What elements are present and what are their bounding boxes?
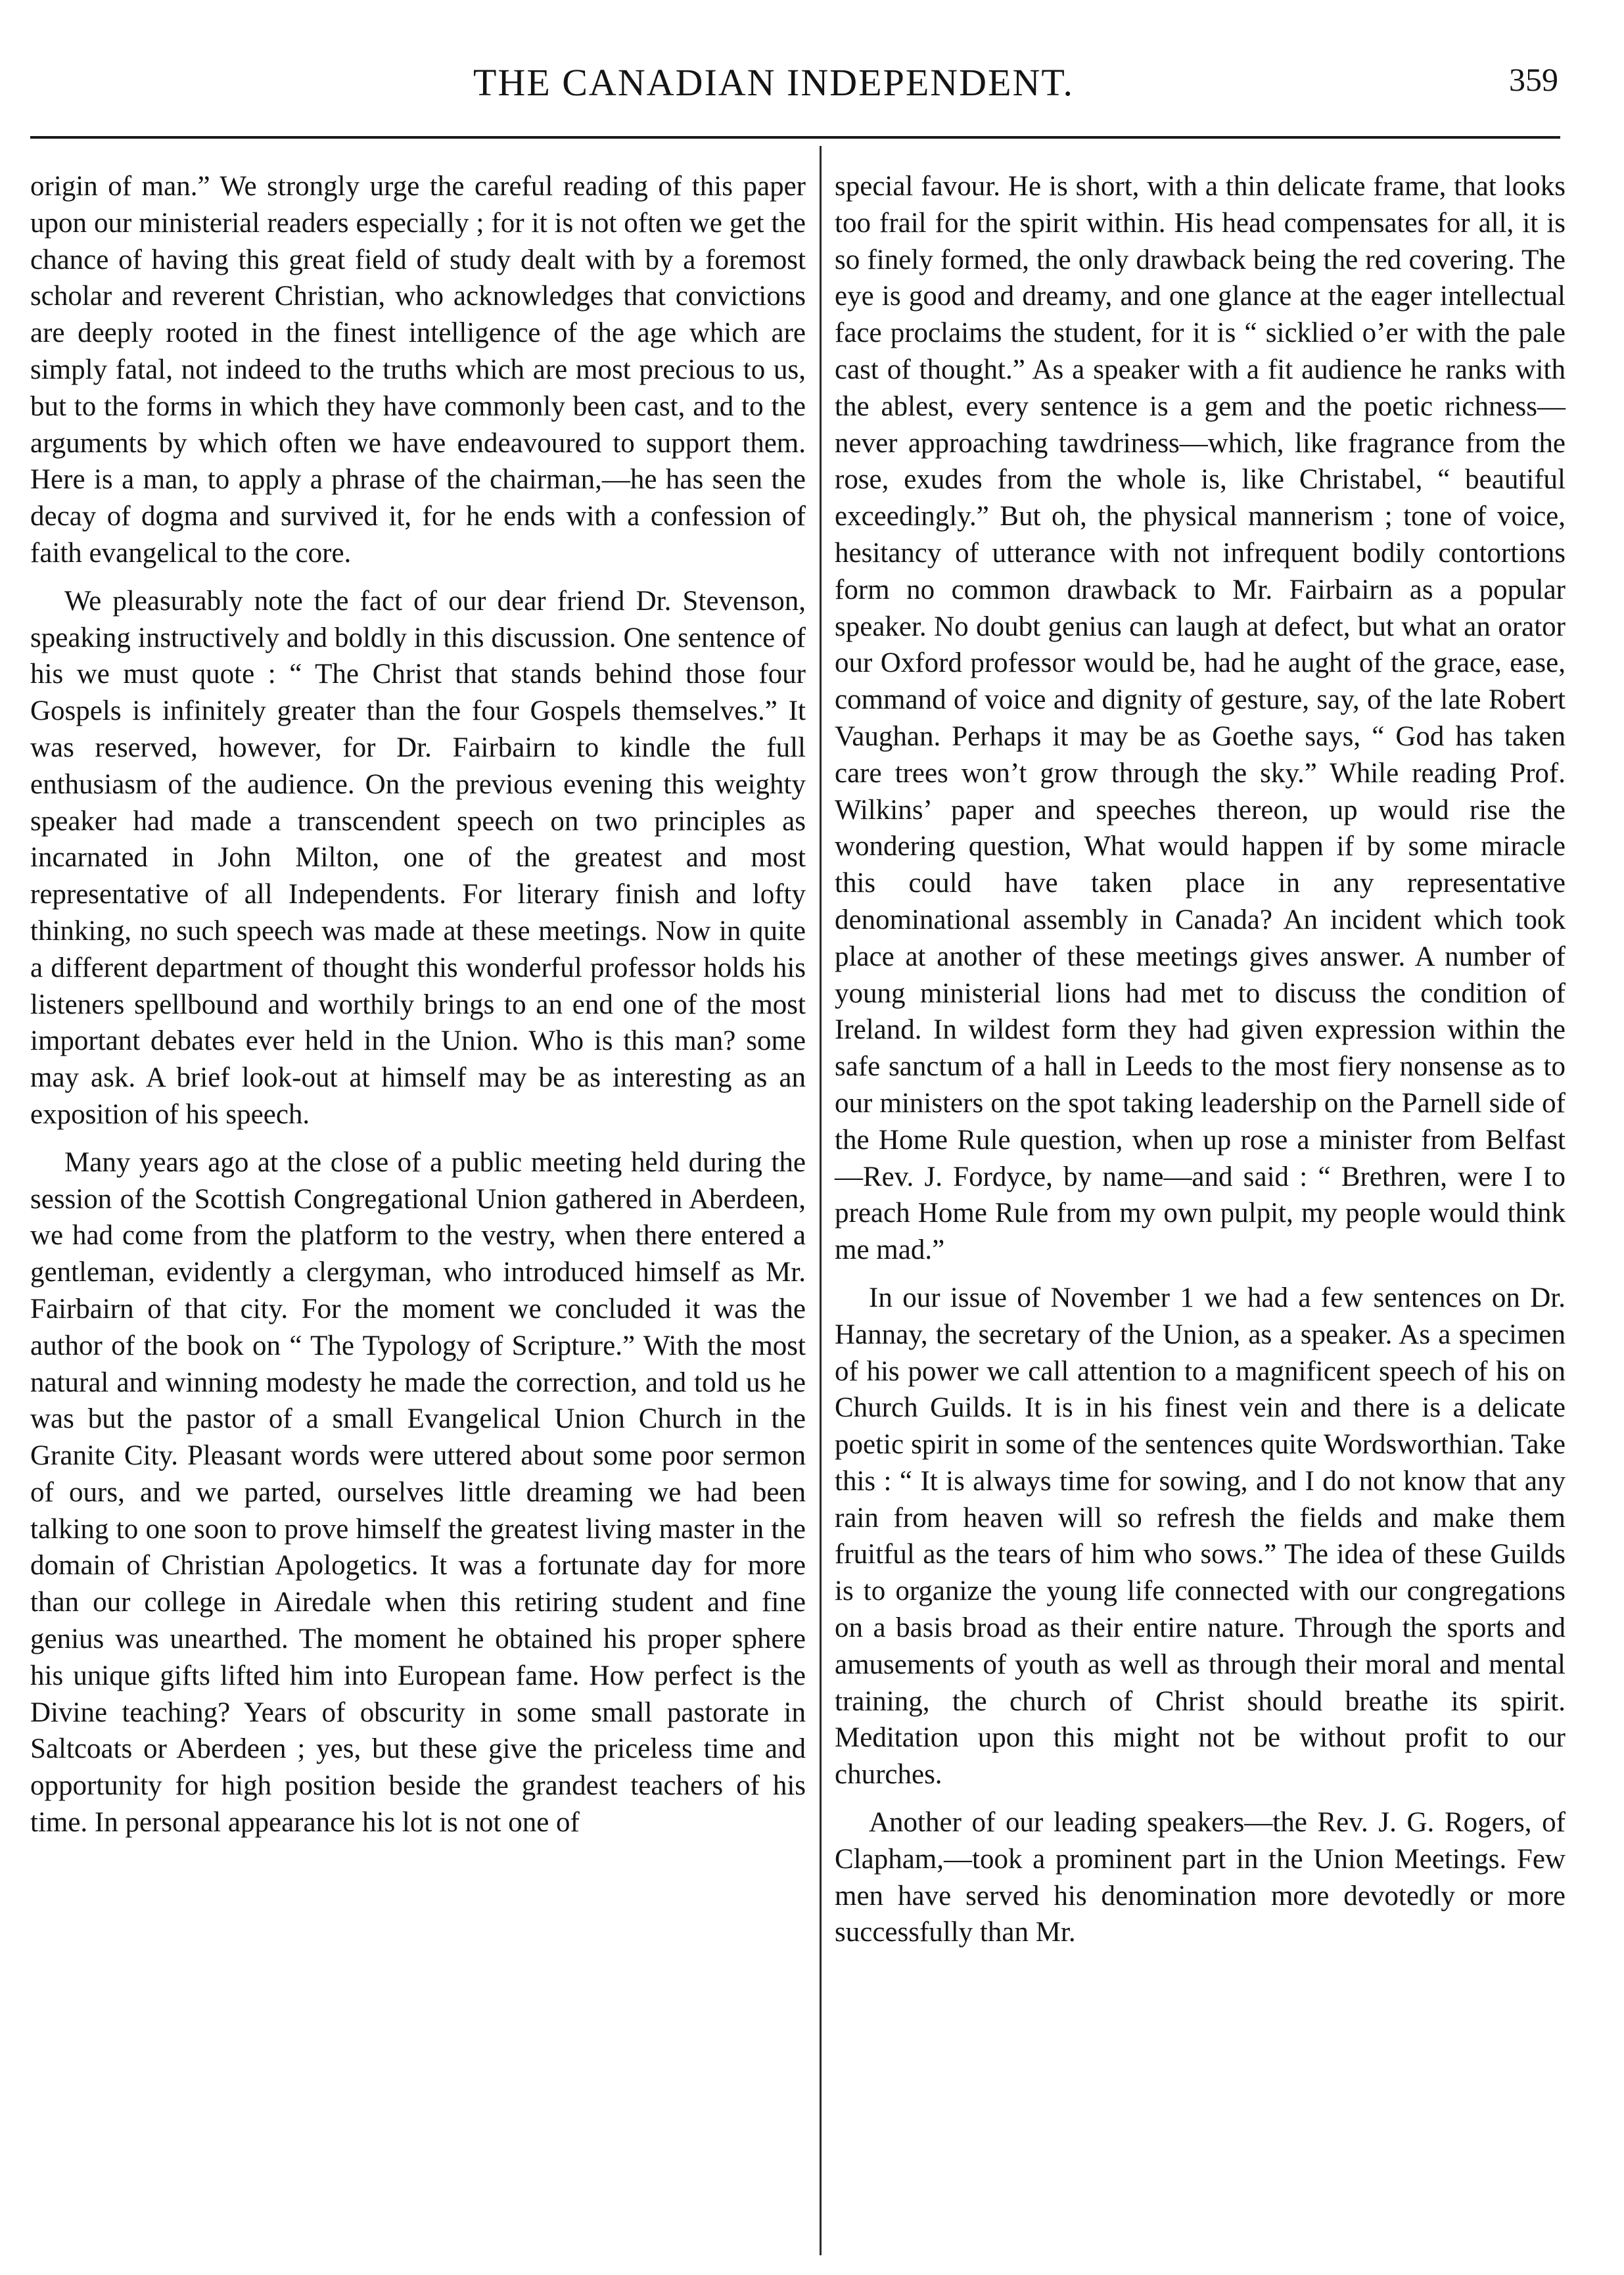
- paragraph: special favour. He is short, with a thin delicate frame, that looks too frail for the spirit within. His head compensates for all, it is so finely formed, the only drawback being the red covering. The eye is good and dreamy, and one glance at the eager intellectual face proclaims the student, for it is “ sicklied o’er with the pale cast of thought.” As a speaker with a fit audience he ranks with the ablest, every sentence is a gem and the poetic richness—never approaching tawdriness—which, like fragrance from the rose, exudes from the whole is, like Christabel, “ beautiful exceedingly.” But oh, the physical mannerism ; tone of voice, hesitancy of utterance with not infrequent bodily contortions form no common drawback to Mr. Fairbairn as a popular speaker. No doubt genius can laugh at defect, but what an orator our Oxford professor would be, had he aught of the grace, ease, command of voice and dignity of gesture, say, of the late Robert Vaughan. Perhaps it may be as Goethe says, “ God has taken care trees won’t grow through the sky.” While reading Prof. Wilkins’ paper and speeches thereon, up would rise the wondering question, What would happen if by some miracle this could have taken place in any representative denominational assembly in Canada? An incident which took place at another of these meetings gives answer. A number of young ministerial lions had met to discuss the condition of Ireland. In wildest form they had given expression within the safe sanctum of a hall in Leeds to the most fiery nonsense as to our ministers on the spot taking leadership on the Parnell side of the Home Rule question, when up rose a minister from Belfast—Rev. J. Fordyce, by name—and said : “ Brethren, were I to preach Home Rule from my own pulpit, my people would think me mad.”: [835, 171, 1566, 1266]
- column-divider: [820, 146, 822, 2255]
- left-column: [30, 168, 806, 1852]
- page-number: 359: [1509, 61, 1558, 98]
- paragraph: In our issue of November 1 we had a few sentences on Dr. Hannay, the secretary of the Union, as a speaker. As a specimen of his power we call attention to a magnificent speech of his on Church Guilds. It is in his finest vein and there is a delicate poetic spirit in some of the sentences quite Wordsworthian. Take this : “ It is always time for sowing, and I do not know that any rain from heaven will so refresh the fields and make them fruitful as the tears of him who sows.” The idea of these Guilds is to organize the young life connected with our congregations on a basis broad as their entire nature. Through the sports and amusements of youth as well as through their moral and mental training, the church of Christ should breathe its spirit. Meditation upon this might not be without profit to our churches.: [835, 1282, 1566, 1791]
- paragraph: Another of our leading speakers—the Rev. J. G. Rogers, of Clapham,—took a prominent part in the Union Meetings. Few men have served his denomination more devotedly or more successfully than Mr.: [835, 1807, 1566, 1948]
- paragraph: Many years ago at the close of a public meeting held during the session of the Scottish Congregational Union gathered in Aberdeen, we had come from the platform to the vestry, when there entered a gentleman, evidently a clergyman, who introduced himself as Mr. Fairbairn of that city. For the moment we concluded it was the author of the book on “ The Typology of Scripture.” With the most natural and winning modesty he made the correction, and told us he was but the pastor of a small Evangelical Union Church in the Granite City. Pleasant words were uttered about some poor sermon of ours, and we parted, ourselves little dreaming we had been talking to one soon to prove himself the greatest living master in the domain of Christian Apologetics. It was a fortunate day for more than our college in Airedale when this retiring student and fine genius was unearthed. The moment he obtained his proper sphere his unique gifts lifted him into European fame. How perfect is the Divine teaching? Years of obscurity in some small pastorate in Saltcoats or Aberdeen ; yes, but these give the priceless time and opportunity for high position beside the grandest teachers of his time. In personal appearance his lot is not one of: [30, 1146, 806, 1839]
- paragraph: origin of man.” We strongly urge the careful reading of this paper upon our ministerial readers especially ; for it is not often we get the chance of having this great field of study dealt with by a foremost scholar and reverent Christian, who acknowledges that convictions are deeply rooted in the finest intelligence of the age which are simply fatal, not indeed to the truths which are most precious to us, but to the forms in which they have commonly been cast, and to the arguments by which often we have endeavoured to support them. Here is a man, to apply a phrase of the chairman,—he has seen the decay of dogma and survived it, for he ends with a confession of faith evangelical to the core.: [30, 171, 806, 569]
- header-rule: [30, 136, 1560, 139]
- paragraph: We pleasurably note the fact of our dear friend Dr. Stevenson, speaking instructively and boldly in this discussion. One sentence of his we must quote : “ The Christ that stands behind those four Gospels is infinitely greater than the four Gospels themselves.” It was reserved, however, for Dr. Fairbairn to kindle the full enthusiasm of the audience. On the previous evening this weighty speaker had made a transcendent speech on two principles as incarnated in John Milton, one of the greatest and most representative of all Independents. For literary finish and lofty thinking, no such speech was made at these meetings. Now in quite a different department of thought this wonderful professor holds his listeners spellbound and worthily brings to an end one of the most important debates ever held in the Union. Who is this man? some may ask. A brief look-out at himself may be as interesting as an exposition of his speech.: [30, 585, 806, 1130]
- right-column: [835, 168, 1566, 1962]
- running-title: THE CANADIAN INDEPENDENT.: [473, 61, 1074, 104]
